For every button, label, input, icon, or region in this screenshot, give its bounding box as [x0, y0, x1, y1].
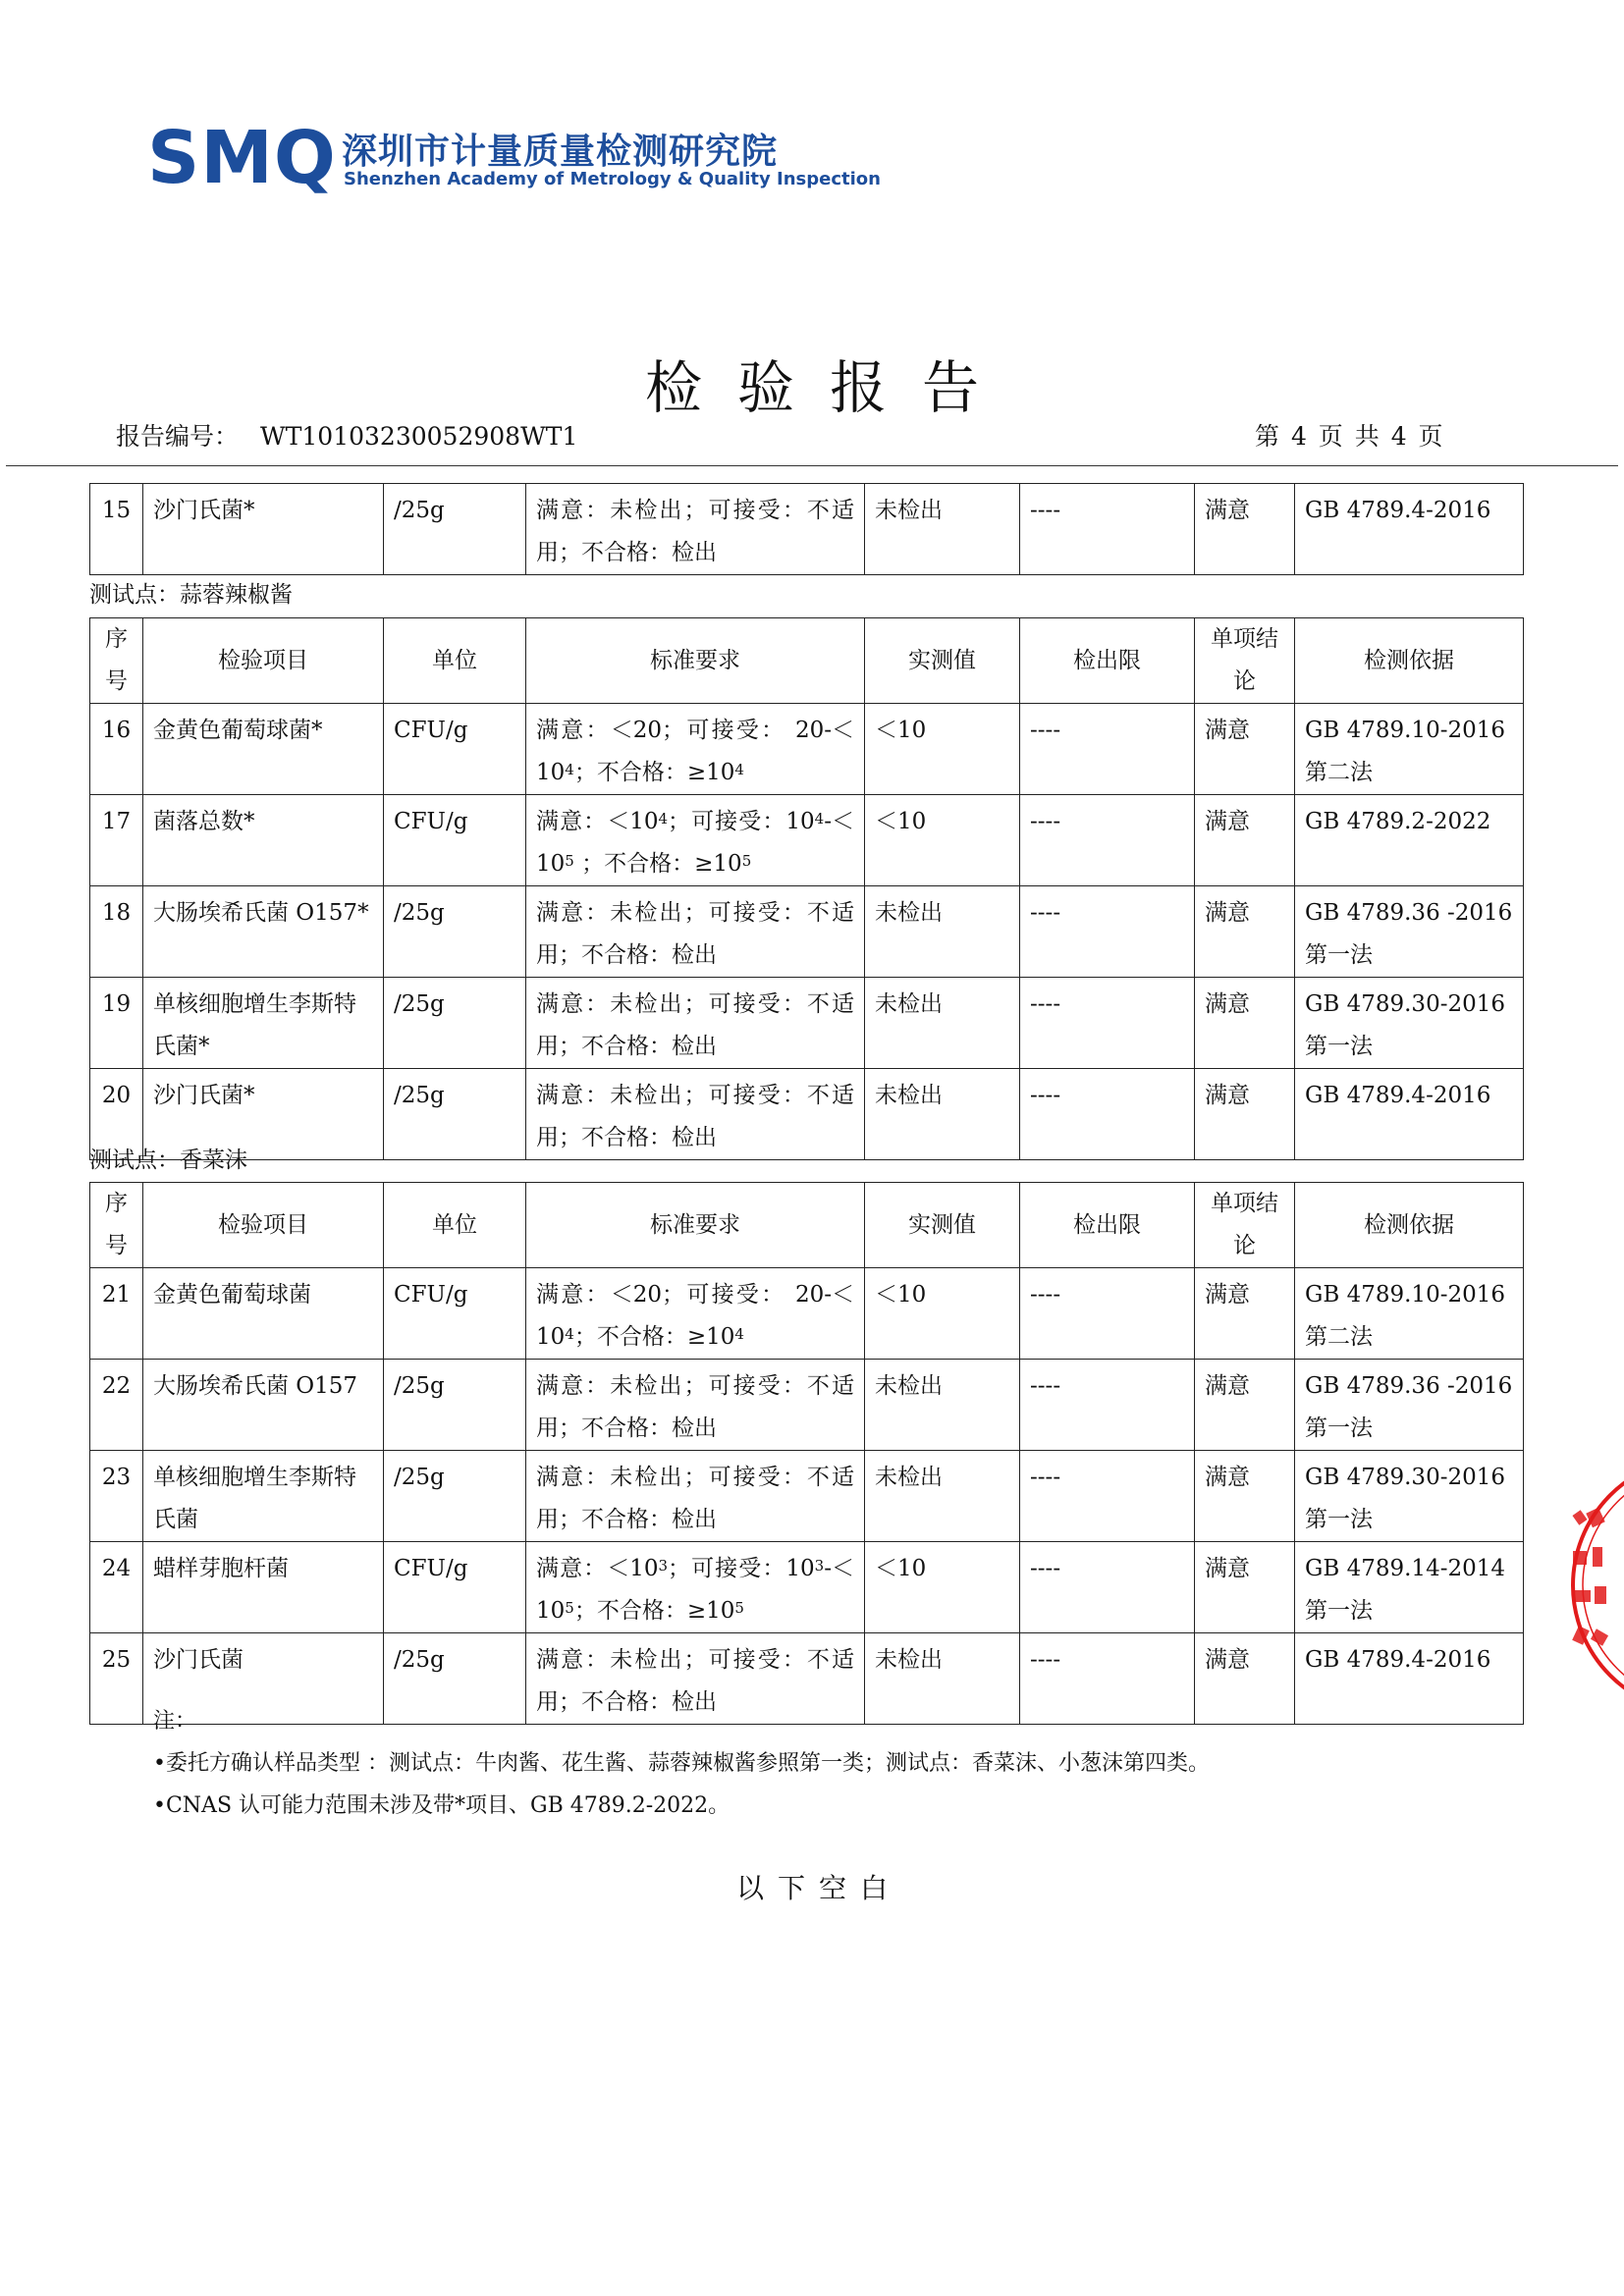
cell-limit: ---- — [1020, 1633, 1195, 1725]
cell-no: 17 — [90, 795, 143, 886]
cell-value: ＜10 — [865, 704, 1020, 795]
report-number-label: 报告编号： — [116, 422, 240, 451]
table-header-row — [90, 618, 1524, 704]
report-number — [116, 417, 577, 453]
column-header: 序号 — [90, 1183, 143, 1268]
table-row — [90, 1542, 1524, 1633]
cell-basis: GB 4789.10-2016 第二法 — [1295, 704, 1524, 795]
table-row — [90, 886, 1524, 978]
table-header-row — [90, 1183, 1524, 1268]
table-row — [90, 704, 1524, 795]
blank-below-marker: 以下空白 — [735, 1872, 901, 1904]
column-header: 标准要求 — [526, 1183, 865, 1268]
page-indicator: 第 4 页 共 4 页 — [1255, 422, 1445, 451]
note-line: •CNAS 认可能力范围未涉及带*项目、GB 4789.2-2022。 — [153, 1793, 731, 1818]
cell-limit: ---- — [1020, 795, 1195, 886]
report-number-value: WT10103230052908WT1 — [260, 422, 578, 451]
note-line: •委托方确认样品类型 ：测试点：牛肉酱、花生酱、蒜蓉辣椒酱参照第一类；测试点：香菜沫、小葱沫第四类。 — [153, 1751, 1210, 1776]
cell-result: 满意 — [1195, 1633, 1295, 1725]
cell-value: 未检出 — [865, 484, 1020, 575]
cell-no: 18 — [90, 886, 143, 978]
cell-result: 满意 — [1195, 1451, 1295, 1542]
header-rule — [6, 465, 1618, 466]
cell-basis: GB 4789.36 -2016 第一法 — [1295, 1360, 1524, 1451]
cell-no: 22 — [90, 1360, 143, 1451]
cell-item: 单核细胞增生李斯特氏菌 — [143, 1451, 384, 1542]
cell-value: 未检出 — [865, 886, 1020, 978]
cell-limit: ---- — [1020, 978, 1195, 1069]
cell-result: 满意 — [1195, 978, 1295, 1069]
cell-unit: /25g — [384, 484, 526, 575]
column-header: 检测依据 — [1295, 618, 1524, 704]
official-seal-icon — [1553, 1453, 1624, 1718]
cell-item: 金黄色葡萄球菌* — [143, 704, 384, 795]
cell-std: 满意：＜20；可接受： $20-<10^4$；不合格：$\ge 10^4$ — [526, 1268, 865, 1360]
results-table-coriander — [89, 1182, 1524, 1725]
cell-unit: CFU/g — [384, 795, 526, 886]
table-row — [90, 795, 1524, 886]
cell-limit: ---- — [1020, 886, 1195, 978]
cell-unit: /25g — [384, 886, 526, 978]
cell-unit: CFU/g — [384, 1268, 526, 1360]
cell-std: 满意：未检出；可接受：不适用；不合格：检出 — [526, 886, 865, 978]
cell-value: 未检出 — [865, 1451, 1020, 1542]
cell-no: 23 — [90, 1451, 143, 1542]
cell-std: 满意：$<10^3$；可接受：$10^3-<10^5$；不合格：$\ge 10^5$ — [526, 1542, 865, 1633]
cell-item: 蜡样芽胞杆菌 — [143, 1542, 384, 1633]
column-header: 实测值 — [865, 1183, 1020, 1268]
institute-logo — [147, 116, 881, 204]
cell-item: 大肠埃希氏菌 O157 — [143, 1360, 384, 1451]
cell-no: 15 — [90, 484, 143, 575]
cell-basis: GB 4789.30-2016 第一法 — [1295, 1451, 1524, 1542]
cell-result: 满意 — [1195, 704, 1295, 795]
test-site-label: 测试点：香菜沫 — [89, 1148, 247, 1173]
table-row — [90, 1360, 1524, 1451]
cell-result: 满意 — [1195, 795, 1295, 886]
cell-value: ＜10 — [865, 1542, 1020, 1633]
cell-limit: ---- — [1020, 1360, 1195, 1451]
cell-no: 24 — [90, 1542, 143, 1633]
table-row — [90, 1268, 1524, 1360]
column-header: 检出限 — [1020, 1183, 1195, 1268]
cell-item: 单核细胞增生李斯特氏菌* — [143, 978, 384, 1069]
cell-result: 满意 — [1195, 1542, 1295, 1633]
cell-no: 25 — [90, 1633, 143, 1725]
cell-item: 沙门氏菌* — [143, 1069, 384, 1160]
cell-basis: GB 4789.4-2016 — [1295, 484, 1524, 575]
cell-unit: /25g — [384, 1360, 526, 1451]
cell-result: 满意 — [1195, 1069, 1295, 1160]
notes-title: 注： — [153, 1709, 197, 1734]
column-header: 序号 — [90, 618, 143, 704]
cell-basis: GB 4789.36 -2016 第一法 — [1295, 886, 1524, 978]
cell-std: 满意：＜20；可接受： $20-<10^4$；不合格：$\ge 10^4$ — [526, 704, 865, 795]
cell-result: 满意 — [1195, 484, 1295, 575]
cell-limit: ---- — [1020, 1069, 1195, 1160]
cell-item: 大肠埃希氏菌 O157* — [143, 886, 384, 978]
cell-std: 满意：未检出；可接受：不适用；不合格：检出 — [526, 1633, 865, 1725]
cell-basis: GB 4789.4-2016 — [1295, 1069, 1524, 1160]
table-row — [90, 1451, 1524, 1542]
cell-basis: GB 4789.10-2016 第二法 — [1295, 1268, 1524, 1360]
column-header: 单位 — [384, 618, 526, 704]
cell-item: 菌落总数* — [143, 795, 384, 886]
cell-item: 金黄色葡萄球菌 — [143, 1268, 384, 1360]
cell-value: ＜10 — [865, 1268, 1020, 1360]
cell-value: 未检出 — [865, 1360, 1020, 1451]
cell-limit: ---- — [1020, 704, 1195, 795]
cell-result: 满意 — [1195, 1268, 1295, 1360]
cell-value: 未检出 — [865, 1069, 1020, 1160]
logo-mark: SMQ — [147, 116, 337, 200]
cell-std: 满意：$<10^4$；可接受：$10^4-<10^5$ ；不合格：$\ge 10^5$ — [526, 795, 865, 886]
column-header: 检验项目 — [143, 1183, 384, 1268]
cell-basis: GB 4789.14-2014 第一法 — [1295, 1542, 1524, 1633]
cell-std: 满意：未检出；可接受：不适用；不合格：检出 — [526, 484, 865, 575]
cell-item: 沙门氏菌* — [143, 484, 384, 575]
cell-limit: ---- — [1020, 1542, 1195, 1633]
cell-result: 满意 — [1195, 1360, 1295, 1451]
cell-basis: GB 4789.2-2022 — [1295, 795, 1524, 886]
column-header: 单位 — [384, 1183, 526, 1268]
cell-no: 20 — [90, 1069, 143, 1160]
cell-value: ＜10 — [865, 795, 1020, 886]
cell-std: 满意：未检出；可接受：不适用；不合格：检出 — [526, 1360, 865, 1451]
cell-unit: CFU/g — [384, 1542, 526, 1633]
column-header: 检验项目 — [143, 618, 384, 704]
institute-name-cn: 深圳市计量质量检测研究院 — [342, 132, 779, 172]
test-site-label: 测试点：蒜蓉辣椒酱 — [89, 582, 293, 608]
notes — [153, 1700, 1210, 1827]
report-title: 检验报告 — [644, 354, 1014, 421]
cell-basis: GB 4789.30-2016 第一法 — [1295, 978, 1524, 1069]
cell-std: 满意：未检出；可接受：不适用；不合格：检出 — [526, 978, 865, 1069]
column-header: 单项结论 — [1195, 1183, 1295, 1268]
cell-unit: /25g — [384, 978, 526, 1069]
cell-unit: /25g — [384, 1069, 526, 1160]
column-header: 单项结论 — [1195, 618, 1295, 704]
results-table-continued — [89, 483, 1524, 575]
table-row — [90, 484, 1524, 575]
table-row — [90, 1069, 1524, 1160]
cell-std: 满意：未检出；可接受：不适用；不合格：检出 — [526, 1451, 865, 1542]
cell-unit: /25g — [384, 1451, 526, 1542]
cell-limit: ---- — [1020, 1268, 1195, 1360]
cell-item: 沙门氏菌 — [143, 1633, 384, 1725]
column-header: 标准要求 — [526, 618, 865, 704]
cell-result: 满意 — [1195, 886, 1295, 978]
cell-basis: GB 4789.4-2016 — [1295, 1633, 1524, 1725]
cell-value: 未检出 — [865, 978, 1020, 1069]
cell-value: 未检出 — [865, 1633, 1020, 1725]
results-table-garlic-chili-sauce — [89, 617, 1524, 1160]
column-header: 检出限 — [1020, 618, 1195, 704]
cell-no: 16 — [90, 704, 143, 795]
table-row — [90, 978, 1524, 1069]
cell-no: 19 — [90, 978, 143, 1069]
cell-limit: ---- — [1020, 484, 1195, 575]
cell-limit: ---- — [1020, 1451, 1195, 1542]
column-header: 检测依据 — [1295, 1183, 1524, 1268]
column-header: 实测值 — [865, 618, 1020, 704]
cell-unit: /25g — [384, 1633, 526, 1725]
cell-unit: CFU/g — [384, 704, 526, 795]
cell-std: 满意：未检出；可接受：不适用；不合格：检出 — [526, 1069, 865, 1160]
institute-name-en: Shenzhen Academy of Metrology & Quality Inspection — [344, 169, 881, 189]
cell-no: 21 — [90, 1268, 143, 1360]
